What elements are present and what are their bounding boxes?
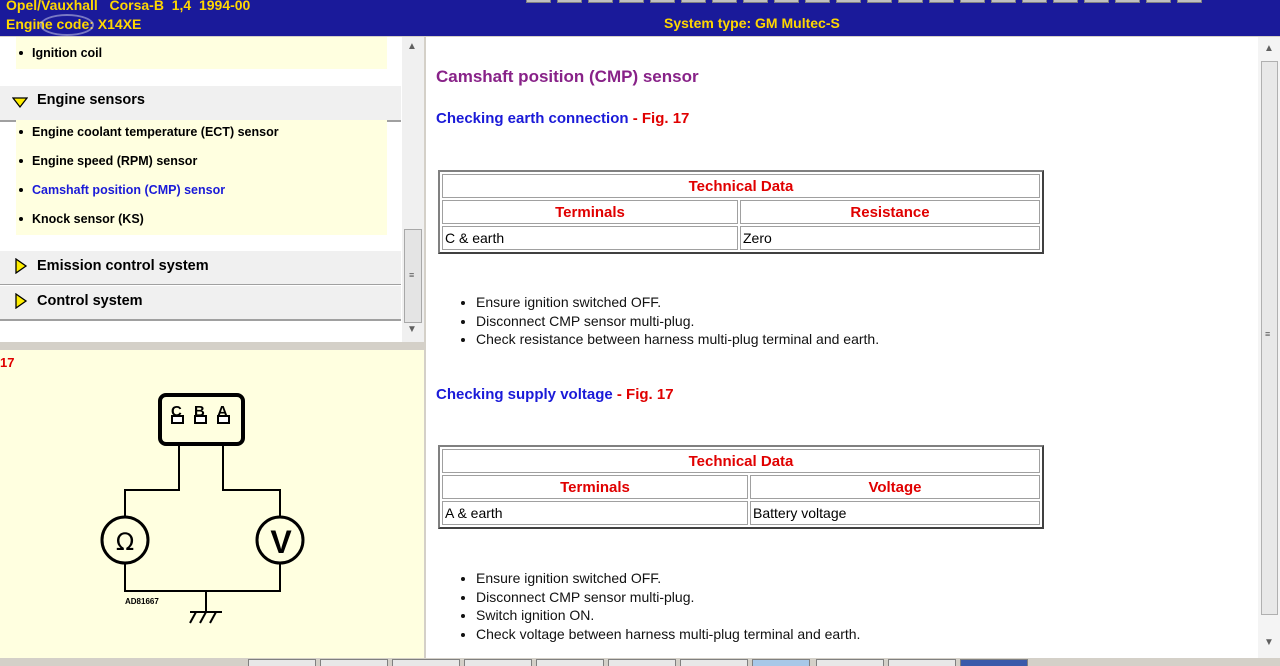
- content-scrollbar[interactable]: [1258, 37, 1280, 658]
- toolbar-button[interactable]: [1115, 0, 1140, 3]
- table-cell: C & earth: [442, 226, 738, 250]
- volt-symbol: V: [270, 524, 292, 560]
- ground-hatch: [210, 612, 216, 623]
- nav-scrollbar[interactable]: [402, 37, 424, 342]
- section-heading-voltage: [436, 386, 674, 403]
- engine-code: Engine code: X14XE: [6, 16, 142, 32]
- category-emission-control[interactable]: Emission control system: [0, 250, 401, 286]
- technical-data-table: [438, 445, 1044, 529]
- content-pane: [426, 37, 1258, 658]
- toolbar-button[interactable]: [1084, 0, 1109, 3]
- wire: [125, 563, 280, 591]
- steps-list: [457, 569, 860, 643]
- toolbar-button[interactable]: [805, 0, 830, 3]
- toolbar-button[interactable]: [867, 0, 892, 3]
- bottom-button[interactable]: [752, 659, 810, 666]
- toolbar-button[interactable]: [619, 0, 644, 3]
- ohm-symbol: Ω: [115, 528, 135, 556]
- scroll-down-icon[interactable]: ▼: [407, 324, 417, 335]
- ignition-sublist: [16, 37, 387, 69]
- scroll-down-icon[interactable]: ▼: [1264, 637, 1274, 648]
- bottom-toolbar: [0, 658, 1280, 664]
- pin-label: B: [194, 403, 205, 420]
- toolbar-button[interactable]: [898, 0, 923, 3]
- list-item: • Check resistance between harness multi-plug terminal and earth.: [476, 330, 879, 349]
- figure-number: 17: [0, 355, 15, 370]
- bullet-icon: [19, 159, 23, 163]
- toolbar-button[interactable]: [743, 0, 768, 3]
- bottom-button[interactable]: [248, 659, 316, 666]
- table-cell: Zero: [740, 226, 1040, 250]
- bullet-icon: [19, 130, 23, 134]
- ground-hatch: [190, 612, 196, 623]
- bullet-icon: [19, 188, 23, 192]
- open-folder-arrow-icon: [12, 93, 28, 109]
- list-item: • Switch ignition ON.: [476, 606, 860, 625]
- toolbar: [526, 0, 1202, 3]
- bottom-button[interactable]: [320, 659, 388, 666]
- figure-code: AD81667: [125, 597, 159, 606]
- column-header: Terminals: [442, 475, 748, 499]
- toolbar-button[interactable]: [774, 0, 799, 3]
- toolbar-button[interactable]: [960, 0, 985, 3]
- app-logo-icon: [40, 14, 94, 36]
- bottom-button[interactable]: [392, 659, 460, 666]
- table-row: [442, 226, 1040, 250]
- toolbar-button[interactable]: [712, 0, 737, 3]
- table-cell: Battery voltage: [750, 501, 1040, 525]
- bullet-icon: [19, 217, 23, 221]
- nav-item-rpm-sensor[interactable]: Engine speed (RPM) sensor: [16, 154, 197, 168]
- list-item: • Ensure ignition switched OFF.: [476, 293, 879, 312]
- toolbar-button[interactable]: [1053, 0, 1078, 3]
- engine-sensors-sublist: [16, 120, 387, 235]
- heading-text: Checking earth connection: [436, 110, 629, 127]
- closed-folder-arrow-icon: [12, 258, 28, 274]
- scroll-up-icon[interactable]: ▲: [1264, 43, 1274, 54]
- table-title: Technical Data: [442, 449, 1040, 473]
- table-cell: A & earth: [442, 501, 748, 525]
- column-header: Terminals: [442, 200, 738, 224]
- toolbar-button[interactable]: [1022, 0, 1047, 3]
- bullet-icon: [19, 51, 23, 55]
- table-row: [442, 501, 1040, 525]
- section-heading-earth: [436, 110, 689, 127]
- wire: [125, 444, 179, 517]
- bottom-button[interactable]: [608, 659, 676, 666]
- pin-label: A: [217, 403, 228, 420]
- list-item: • Disconnect CMP sensor multi-plug.: [476, 588, 860, 607]
- toolbar-button[interactable]: [1177, 0, 1202, 3]
- column-header: Voltage: [750, 475, 1040, 499]
- list-item: • Disconnect CMP sensor multi-plug.: [476, 312, 879, 331]
- page-title: Camshaft position (CMP) sensor: [436, 67, 699, 86]
- bottom-button[interactable]: [816, 659, 884, 666]
- nav-item-knock-sensor[interactable]: Knock sensor (KS): [16, 212, 144, 226]
- list-item: • Check voltage between harness multi-plug terminal and earth.: [476, 625, 860, 644]
- vehicle-title: Opel/Vauxhall Corsa-B 1,4 1994-00: [6, 0, 251, 13]
- figure-link[interactable]: - Fig. 17: [616, 386, 674, 403]
- nav-item-ignition-coil[interactable]: Ignition coil: [16, 46, 102, 60]
- bottom-button[interactable]: [888, 659, 956, 666]
- toolbar-button[interactable]: [650, 0, 675, 3]
- bottom-button[interactable]: [960, 659, 1028, 666]
- bottom-button[interactable]: [536, 659, 604, 666]
- nav-item-ect-sensor[interactable]: Engine coolant temperature (ECT) sensor: [16, 125, 279, 139]
- toolbar-button[interactable]: [991, 0, 1016, 3]
- ground-hatch: [200, 612, 206, 623]
- wiring-diagram: [0, 350, 424, 660]
- scroll-up-icon[interactable]: ▲: [407, 41, 417, 52]
- figure-link[interactable]: - Fig. 17: [632, 110, 690, 127]
- system-type: System type: GM Multec-S: [664, 15, 840, 31]
- toolbar-button[interactable]: [1146, 0, 1171, 3]
- closed-folder-arrow-icon: [12, 293, 28, 309]
- table-title: Technical Data: [442, 174, 1040, 198]
- list-item: • Ensure ignition switched OFF.: [476, 569, 860, 588]
- wire: [223, 444, 280, 517]
- bottom-button[interactable]: [680, 659, 748, 666]
- steps-list: [457, 293, 879, 349]
- pin-label: C: [171, 403, 182, 420]
- category-control-system[interactable]: Control system: [0, 285, 401, 321]
- column-header: Resistance: [740, 200, 1040, 224]
- category-engine-sensors[interactable]: Engine sensors: [0, 85, 401, 122]
- toolbar-button[interactable]: [836, 0, 861, 3]
- technical-data-table: [438, 170, 1044, 254]
- toolbar-button[interactable]: [929, 0, 954, 3]
- toolbar-button[interactable]: [526, 0, 551, 3]
- grip-icon: ≡: [409, 270, 415, 280]
- bottom-button[interactable]: [464, 659, 532, 666]
- navigation-tree: [0, 37, 424, 342]
- heading-text: Checking supply voltage: [436, 386, 613, 403]
- figure-panel: [0, 350, 424, 660]
- toolbar-button[interactable]: [681, 0, 706, 3]
- nav-item-cmp-sensor[interactable]: Camshaft position (CMP) sensor: [16, 183, 225, 197]
- grip-icon: ≡: [1265, 329, 1271, 339]
- app-header: [0, 0, 1280, 36]
- toolbar-button[interactable]: [588, 0, 613, 3]
- toolbar-button[interactable]: [557, 0, 582, 3]
